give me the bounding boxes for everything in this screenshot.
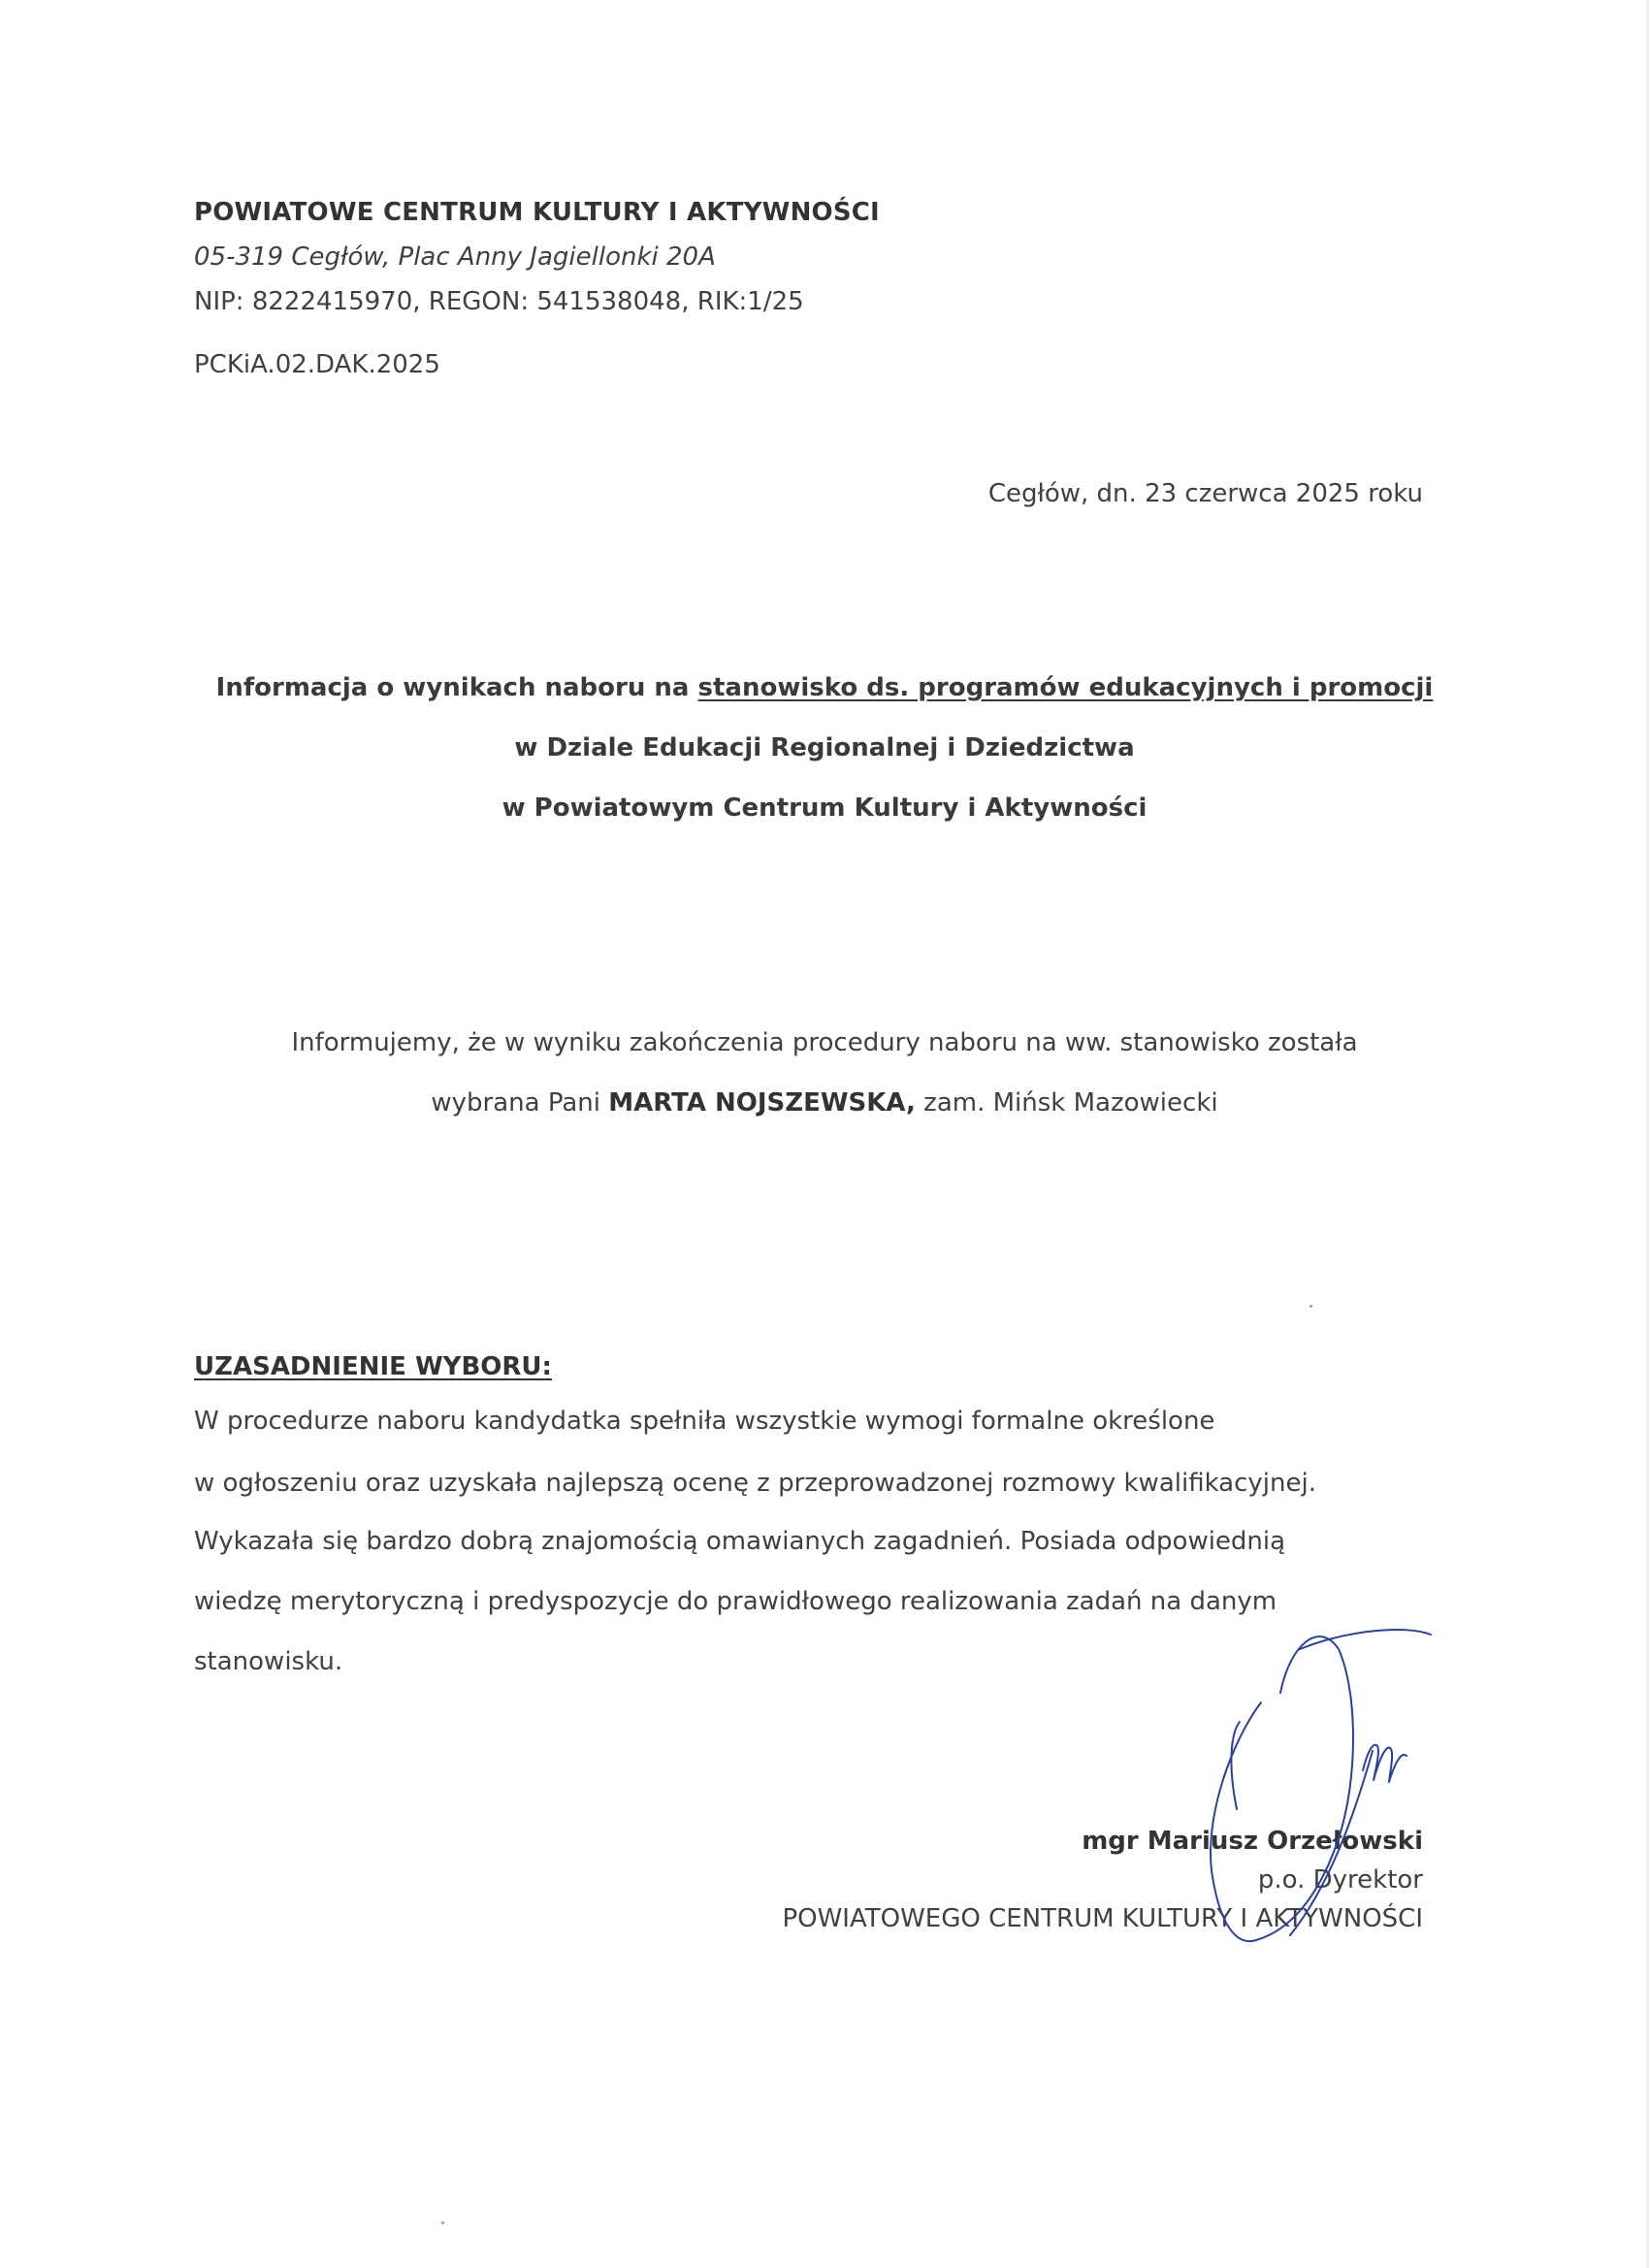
scan-speck	[441, 2221, 444, 2224]
title-position: stanowisko ds. programów edukacyjnych i promocji	[697, 673, 1434, 702]
info-prefix: wybrana Pani	[431, 1088, 609, 1118]
document-date: Cegłów, dn. 23 czerwca 2025 roku	[987, 479, 1423, 508]
justification-line: wiedzę merytoryczną i predyspozycje do prawidłowego realizowania zadań na danym	[194, 1587, 1277, 1616]
info-line-2	[0, 1087, 1649, 1118]
justification-heading: UZASADNIENIE WYBORU:	[194, 1352, 552, 1381]
signatory-name: mgr Mariusz Orzełowski	[1082, 1827, 1423, 1856]
handwritten-signature	[1183, 1625, 1436, 1955]
institution-name: POWIATOWE CENTRUM KULTURY I AKTYWNOŚCI	[194, 198, 880, 227]
signature-stroke	[1300, 1630, 1431, 1649]
justification-line: Wykazała się bardzo dobrą znajomością omawianych zagadnień. Posiada odpowiednią	[194, 1527, 1286, 1556]
info-suffix: zam. Mińsk Mazowiecki	[915, 1088, 1218, 1118]
signatory-organization: POWIATOWEGO CENTRUM KULTURY I AKTYWNOŚCI	[782, 1904, 1423, 1933]
institution-ids: NIP: 8222415970, REGON: 541538048, RIK:1/25	[194, 287, 804, 316]
signature-stroke	[1231, 1722, 1240, 1809]
justification-line: stanowisku.	[194, 1647, 343, 1676]
title-prefix: Informacja o wynikach naboru na	[215, 673, 698, 702]
justification-line: W procedurze naboru kandydatka spełniła wszystkie wymogi formalne określone	[194, 1407, 1215, 1436]
justification-line: w ogłoszeniu oraz uzyskała najlepszą ocenę z przeprowadzonej rozmowy kwalifikacyjnej.	[194, 1469, 1316, 1498]
title-line-1	[0, 672, 1649, 703]
institution-address: 05-319 Cegłów, Plac Anny Jagiellonki 20A	[194, 243, 716, 272]
title-line-3: w Powiatowym Centrum Kultury i Aktywności	[501, 794, 1148, 823]
signatory-role: p.o. Dyrektor	[1257, 1865, 1423, 1895]
selected-candidate: MARTA NOJSZEWSKA,	[608, 1088, 916, 1118]
title-line-2: w Dziale Edukacji Regionalnej i Dziedzictwa	[514, 733, 1135, 762]
reference-number: PCKiA.02.DAK.2025	[194, 350, 440, 379]
scan-speck	[1310, 1305, 1312, 1308]
signature-stroke	[1211, 1636, 1353, 1941]
info-line-1: Informujemy, że w wyniku zakończenia procedury naboru na ww. stanowisko została	[291, 1028, 1358, 1057]
